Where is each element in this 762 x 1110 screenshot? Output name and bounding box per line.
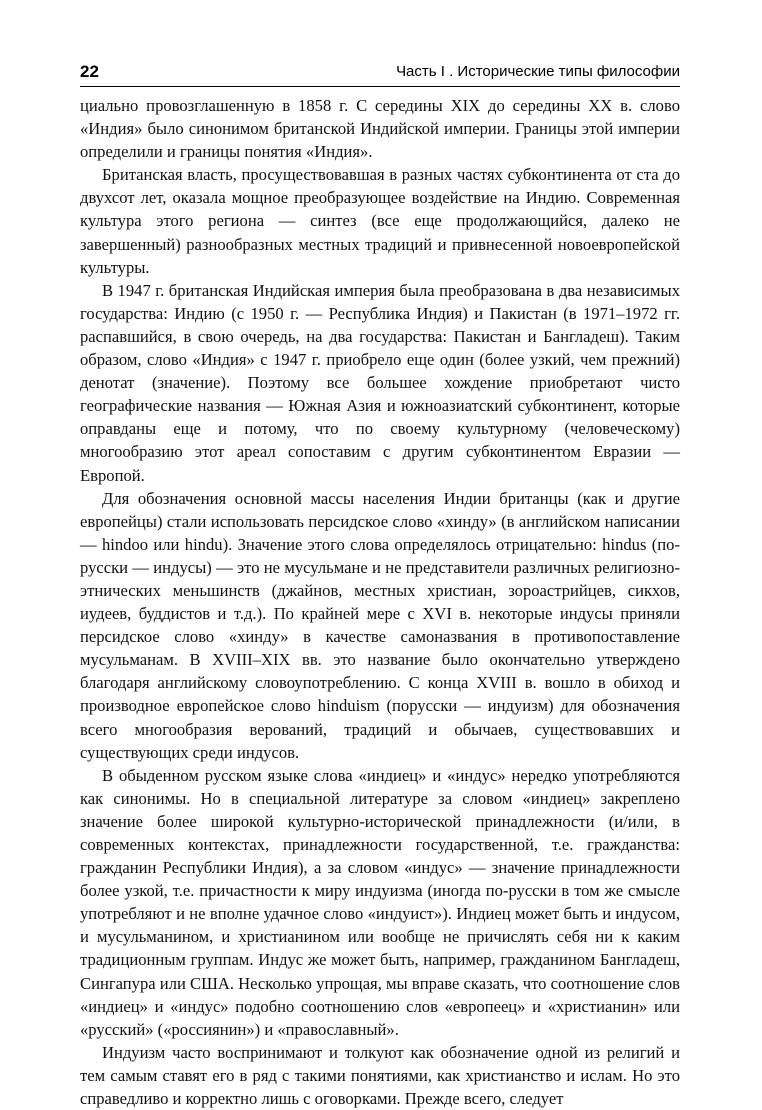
paragraph-hinduism-religion: Индуизм часто воспринимают и толкуют как обозначение одной из религий и тем самым ставят его в ряд с такими понятиями, как христианство и ислам. Но это справедливо и корректно лишь с оговорками. Прежде всего, следует — [80, 1042, 680, 1109]
paragraph-partition-1947: В 1947 г. британская Индийская империя была преобразована в два независимых государства: Индию (с 1950 г. — Республика Индия) и Пакистан (в 1971–1972 гг. распавшийся, в свою очередь, на два государства: Пакистан и Бангладеш). Таким образом, слово «Индия» с 1947 г. приобрело еще один (более узкий, чем прежний) денотат (значение). Поэтому все большее хождение приобретают чисто географические названия — Южная Азия и южноазиатский субконтинент, которые оправданы еще и потому, что по своему культурному (человеческому) многообразию этот ареал сопоставим с другим субконтинентом Евразии — Европой. — [80, 280, 680, 485]
paragraph-continued: циально провозглашенную в 1858 г. С середины XIX до середины XX в. слово «Индия» было синонимом британской Индийской империи. Границы этой империи определили и границы понятия «Индия». — [80, 96, 680, 162]
body-text — [80, 94, 680, 1110]
page-header — [80, 60, 680, 87]
paragraph-british-rule: Британская власть, просуществовавшая в разных частях субконтинента от ста до двухсот лет, оказала мощное преобразующее воздействие на Индию. Современная культура этого региона — синтез (все еще продолжающийся, далеко не завершенный) разнообразных местных традиций и привнесенной новоевропейской культуры. — [80, 165, 680, 277]
paragraph-hindu-term: Для обозначения основной массы населения Индии британцы (как и другие европейцы) стали использовать персидское слово «хинду» (в английском написании — hindoo или hindu). Значение этого слова определялось отрицательно: hindus (по-русски — индусы) — это не мусульмане и не представители различных религиозно-этнических меньшинств (джайнов, местных христиан, зороастрийцев, сикхов, иудеев, буддистов и т.д.). По крайней мере с XVI в. некоторые индусы приняли персидское слово «хинду» в качестве самоназвания в противопоставление мусульманам. В XVIII–XIX вв. это название было окончательно утверждено благодаря английскому словоупотреблению. С конца XVIII в. вошло в обиход и производное европейское слово hinduism (порусски — индуизм) для обозначения всего многообразия верований, традиций и обычаев, существовавших и существующих среди индусов. — [80, 488, 680, 762]
paragraph-indian-vs-hindu: В обыденном русском языке слова «индиец» и «индус» нередко употребляются как синонимы. Но в специальной литературе за словом «индиец» закреплено значение более широкой культурно-исторической принадлежности (и/или, в современных контекстах, принадлежности государственной, т.е. гражданства: гражданин Республики Индия), а за словом «индус» — значение принадлежности более узкой, т.е. причастности к миру индуизма (иногда по-русски в том же смысле употребляют и не вполне удачное слово «индуист»). Индиец может быть и индусом, и мусульманином, и христианином или вообще не причислять себя ни к каким традиционным группам. Индус же может быть, например, гражданином Бангладеш, Сингапура или США. Несколько упрощая, мы вправе сказать, что соотношение слов «индиец» и «индус» подобно соотношению слов «европеец» и «христианин» или «русский» («россиянин») и «православный». — [80, 765, 680, 1039]
page-number: 22 — [80, 62, 99, 81]
running-head: Часть I . Исторические типы философии — [396, 63, 680, 80]
